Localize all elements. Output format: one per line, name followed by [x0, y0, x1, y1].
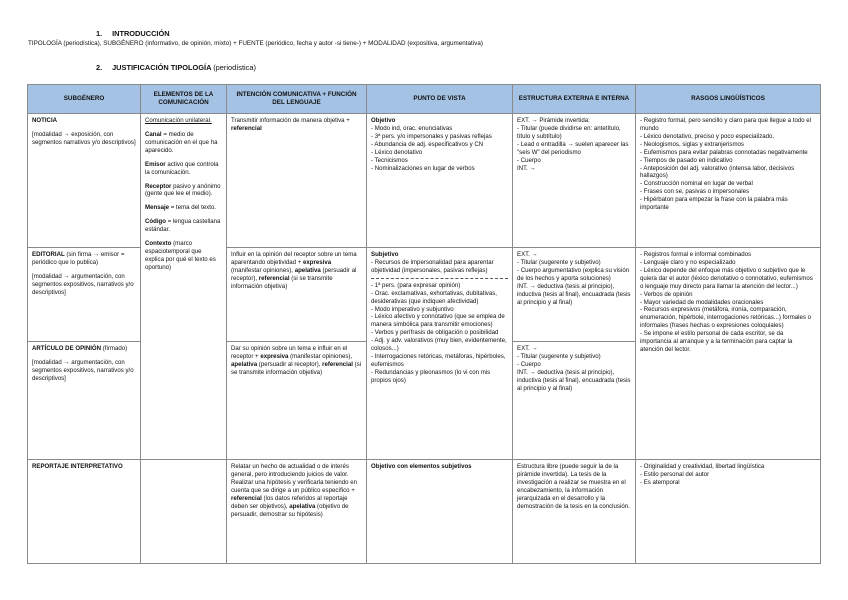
estructura-cell: [513, 114, 636, 248]
codigo-label: Código: [145, 218, 166, 226]
estructura-line: EXT. →: [517, 251, 538, 258]
intencion-function: referencial: [231, 494, 262, 502]
intencion-function: referencial: [231, 124, 262, 132]
section-1-description: TIPOLOGÍA (periodística), SUBGÉNERO (informativo, de opinión, mixto) + FUENTE (periódico, fecha y autor -si tiene-) + MODALIDAD (expositiva, argumentativa): [28, 40, 483, 47]
pv-line: - 1ª pers. (para expresar opinión): [371, 281, 461, 289]
punto-de-vista-cell: [367, 460, 513, 564]
pv-line: - Léxico denotativo: [371, 148, 423, 156]
pv-title: Objetivo con elementos subjetivos: [371, 463, 472, 470]
estructura-line: INT. → deductiva (tesis al principio), inductiva (tesis al final), encuadrada (tesis al principio y al final): [517, 282, 631, 306]
emisor-label: Emisor: [145, 160, 166, 168]
intencion-text: (los datos referidos al reportaje deben ser objetivos),: [231, 494, 348, 510]
rasgo-line: - Mayor variedad de modalidades oracionales: [640, 298, 764, 306]
receptor-text: pasivo y anónimo (gente que lee el medio).: [145, 182, 221, 198]
pv-line: - Nominalizaciones en lugar de verbos: [371, 164, 475, 172]
header-estructura: ESTRUCTURA EXTERNA E INTERNA: [513, 85, 636, 114]
pv-title: Objetivo: [371, 117, 396, 124]
intencion-text: (persuadir al receptor),: [257, 360, 323, 368]
estructura-line: - Titular (sugerente y subjetivo): [517, 258, 601, 266]
subgenero-name: REPORTAJE INTERPRETATIVO: [32, 463, 123, 470]
intencion-text: (si se transmite información objetiva): [231, 274, 333, 290]
pv-line: - Interrogaciones retóricas, metáforas, hipérboles, eufemismos: [371, 353, 506, 368]
contexto-label: Contexto: [145, 240, 172, 248]
intencion-function: apelativa: [231, 360, 258, 368]
canal-label: Canal: [145, 130, 162, 138]
section-1-heading: [96, 29, 170, 38]
rasgo-line: - Verbos de opinión: [640, 290, 693, 298]
section-2-heading: [96, 63, 256, 72]
intencion-text: Influir en la opinión del receptor sobre un tema aparentando objetividad +: [231, 251, 357, 266]
rasgo-line: - Registro formal, pero sencillo y claro para que llegue a todo el mundo: [640, 117, 812, 132]
rasgo-line: - Estilo personal del autor: [640, 470, 710, 478]
rasgo-line: - Léxico depende del enfoque más objetivo o subjetivo que le quiera dar el autor (léxico denotativo o connotativo, eufemismos o lenguaje muy directo para llamar la atención del lector...): [640, 266, 813, 290]
header-elementos: ELEMENTOS DE LA COMUNICACIÓN: [141, 85, 227, 114]
pv-line: - Tecnicismos: [371, 156, 408, 164]
pv-line: - Adj. y adv. valorativos (muy bien, evidentemente, colosos...): [371, 337, 507, 353]
intencion-text: Relatar un hecho de actualidad o de interés general, pero introduciendo juicios de valor. Realizar una hipótesis y verificarla teniendo en cuenta que se dirige a un público específico +: [231, 463, 358, 494]
intencion-cell: [227, 342, 367, 460]
estructura-cell: [513, 248, 636, 342]
subgenero-title: EDITORIAL: [32, 251, 65, 258]
rasgo-line: - Hipérbaton para empezar la frase con la palabra más importante: [640, 196, 788, 212]
estructura-line: INT. →: [517, 164, 536, 172]
rasgo-line: - Frases con se, pasivas o impersonales: [640, 188, 750, 196]
subgenero-note: [modalidad → argumentación, con segmentos expositivos, narrativos y/o descriptivos]: [32, 272, 134, 296]
intencion-text: (manifestar opiniones),: [288, 352, 353, 360]
punto-de-vista-cell: [367, 114, 513, 248]
intencion-text: Transmitir información de manera objetiva +: [231, 117, 350, 124]
pv-line: - 3ª pers. y/o impersonales y pasivas reflejas: [371, 132, 492, 140]
section-2-title: JUSTIFICACIÓN TIPOLOGÍA: [112, 63, 212, 72]
intencion-function: referencial: [322, 360, 353, 368]
pv-line: - Orac. exclamativas, exhortativas, dubitativas, desiderativas (que indiquen afectividad): [371, 289, 497, 305]
section-1-title: INTRODUCCIÓN: [112, 29, 170, 38]
subgenero-name: [32, 251, 136, 267]
intencion-function: referencial: [258, 274, 290, 282]
intencion-cell: [227, 460, 367, 564]
estructura-cell: [513, 342, 636, 460]
mensaje-label: Mensaje: [145, 204, 170, 212]
rasgo-line: - Originalidad y creatividad, libertad lingüística: [640, 463, 765, 470]
subgenero-name: NOTICIA: [32, 117, 58, 124]
pv-line: - Modo ind, orac. enunciativas: [371, 124, 453, 132]
pv-line: - Redundancias y pleonasmos (lo vi con mis propios ojos): [371, 368, 491, 384]
estructura-line: - Titular (puede dividirse en: antetítulo, título y subtítulo): [517, 124, 621, 140]
rasgo-line: - Léxico denotativo, preciso y poco especializado.: [640, 132, 775, 140]
estructura-line: EXT. →: [517, 345, 538, 352]
pv-line: - Modo imperativo y subjuntivo: [371, 305, 454, 313]
intencion-cell: [227, 248, 367, 342]
rasgo-line: - Neologismos, siglas y extranjerismos: [640, 140, 744, 148]
subgenero-cell: [28, 248, 141, 342]
mensaje-text: = tema del texto.: [170, 204, 216, 212]
header-rasgos: RASGOS LINGÜÍSTICOS: [636, 85, 821, 114]
intencion-text: (objetivo de persuadir, demostrar su hipótesis): [231, 502, 349, 518]
intencion-function: apelativa: [294, 266, 321, 274]
estructura-line: - Cuerpo argumentativo (explica su visión de los hechos y aporta soluciones): [517, 266, 630, 282]
journalism-table: [27, 84, 821, 564]
canal-text: = medio de comunicación en el que ha aparecido.: [145, 130, 218, 154]
intencion-function: expresiva: [260, 352, 289, 360]
pv-line: - Recursos de impersonalidad para aparentar objetividad (impersonales, pasivas reflejas): [371, 258, 494, 274]
codigo-text: = lengua castellana estándar.: [145, 218, 221, 234]
emisor-text: activo que controla la comunicación.: [145, 160, 219, 176]
subgenero-cell: [28, 460, 141, 564]
section-1-number: 1.: [96, 29, 103, 38]
rasgo-line: - Registros formal e informal combinados: [640, 251, 752, 258]
estructura-line: - Titular (sugerente y subjetivo): [517, 352, 601, 360]
subgenero-note: [modalidad → argumentación, con segmentos expositivos, narrativos y/o descriptivos]: [32, 358, 134, 382]
estructura-line: INT. → deductiva (tesis al principio), inductiva (tesis al final), encuadrada (tesis al principio y al final): [517, 368, 631, 392]
rasgos-cell: [636, 460, 821, 564]
punto-de-vista-cell: [367, 248, 513, 460]
estructura-line: - Cuerpo: [517, 156, 541, 164]
rasgo-line: - Construcción nominal en lugar de verbal: [640, 180, 753, 188]
header-punto-de-vista: PUNTO DE VISTA: [367, 85, 513, 114]
pv-line: - Verbos y perífrasis de obligación o posibilidad: [371, 329, 499, 337]
contexto-text: (marco espaciotemporal que explica por qué el texto es oportuno): [145, 240, 216, 271]
estructura-text: Estructura libre (puede seguir la de la pirámide invertida). La tesis de la investigación a realizar se muestra en el encabezamiento, la información jerarquizada en el desarrollo y la demostración de la tesis en la conclusión.: [517, 463, 630, 510]
subgenero-cell: [28, 342, 141, 460]
subgenero-title: ARTÍCULO DE OPINIÓN: [32, 345, 102, 352]
rasgos-cell: [636, 248, 821, 460]
estructura-cell: [513, 460, 636, 564]
elementos-intro: Comunicación unilateral.: [145, 117, 212, 124]
intencion-text: (manifestar opiniones),: [231, 266, 295, 274]
rasgos-cell: [636, 114, 821, 248]
subgenero-note: [modalidad → exposición, con segmentos narrativos y/o descriptivos]: [32, 130, 136, 146]
elemento-codigo: [145, 218, 222, 234]
header-subgenero: SUBGÉNERO: [28, 85, 141, 114]
intencion-text: Dar su opinión sobre un tema e influir en el receptor +: [231, 345, 348, 360]
estructura-line: - Lead o entradilla → suelen aparecer las "seis W" del periodismo: [517, 140, 629, 156]
table-header-row: [28, 85, 821, 114]
intencion-text: (si se transmite información objetiva): [231, 360, 362, 376]
section-2-number: 2.: [96, 63, 103, 72]
header-intencion: INTENCIÓN COMUNICATIVA + FUNCIÓN DEL LENGUAJE: [227, 85, 367, 114]
subgenero-name: [32, 345, 136, 353]
row-noticia: [28, 114, 821, 248]
elemento-receptor: [145, 183, 222, 199]
elemento-contexto: [145, 240, 222, 272]
rasgo-line: - Lenguaje claro y no especializado: [640, 258, 736, 266]
estructura-line: EXT. → Pirámide invertida:: [517, 117, 590, 124]
intencion-text: (persuadir al receptor),: [231, 266, 357, 282]
rasgo-line: - Se impone el estilo personal de cada escritor, se da importancia al arranque y a la terminación para captar la atención del lector.: [640, 330, 793, 354]
intencion-cell: [227, 114, 367, 248]
subgenero-extra: (sin firma → emisor = periódico que lo publica): [32, 251, 125, 266]
subgenero-extra: (firmado): [102, 345, 128, 352]
rasgo-line: - Tiempos de pasado en indicativo: [640, 156, 733, 164]
rasgo-line: - Anteposición del adj. valorativo (intensa labor, decisivos hallazgos): [640, 164, 795, 180]
row-reportaje: [28, 460, 821, 564]
rasgo-line: - Eufemismos para evitar palabras connotadas negativamente: [640, 148, 808, 156]
pv-line: - Abundancia de adj. especificativos y CN: [371, 140, 484, 148]
elementos-empty-cell: [141, 460, 227, 564]
elementos-cell: [141, 114, 227, 460]
intencion-function: expresiva: [303, 258, 332, 266]
intencion-function: apelativa: [289, 502, 316, 510]
estructura-line: - Cuerpo: [517, 360, 541, 368]
pv-divider: [371, 278, 508, 279]
rasgo-line: - Es atemporal: [640, 478, 680, 486]
elemento-mensaje: [145, 204, 222, 212]
subgenero-cell: [28, 114, 141, 248]
rasgo-line: - Recursos expresivos (metáfora, ironía, comparación, enumeración, hipérbole, interrogaciones retóricas...) formales o informales (frases hechas o expresiones coloquiales): [640, 306, 812, 330]
pv-title: Subjetivo: [371, 251, 399, 258]
elemento-emisor: [145, 161, 222, 177]
pv-line: - Léxico afectivo y connotativo (que se emplea de manera simbólica para transmitir emociones): [371, 313, 505, 329]
elemento-canal: [145, 131, 222, 155]
receptor-label: Receptor: [145, 182, 172, 190]
section-2-subtitle: (periodística): [213, 63, 256, 72]
